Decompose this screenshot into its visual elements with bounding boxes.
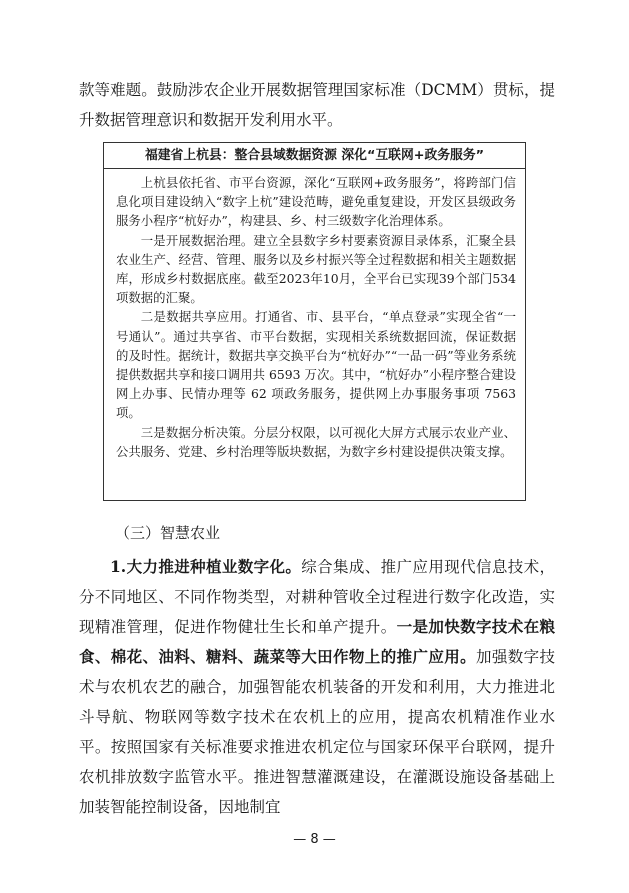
main-paragraph (79, 552, 555, 822)
case-study-title: 福建省上杭县：整合县域数据资源 深化“互联网+政务服务” (104, 143, 525, 169)
case-study-body (116, 173, 516, 461)
case-study-box (103, 142, 526, 501)
section-heading: （三）智慧农业 (115, 524, 221, 542)
main-text-1: 综合集成、推广应用现代信息技术，分不同地区、不同作物类型，对耕种管收全过程进行数字化改造，实现精准管理，促进作物健壮生长和单产提升。 (79, 558, 555, 636)
main-text-2: 加强数字技术与农机农艺的融合，加强智能农机装备的开发和利用，大力推进北斗导航、物联网等数字技术在农机上的应用，提高农机精准作业水平。按照国家有关标准要求推进农机定位与国家环保平台联网，提升农机排放数字监管水平。推进智慧灌溉建设，在灌溉设施设备基础上加装智能控制设备，因地制宜 (79, 648, 555, 816)
bold-point-1: 一是加快数字技术在粮食、棉花、油料、糖料、蔬菜等大田作物上的推广应用。 (79, 617, 555, 666)
page-number: — 8 — (293, 832, 336, 847)
case-paragraph-overview: 上杭县依托省、市平台资源，深化“互联网+政务服务”，将跨部门信息化项目建设纳入“数字上杭”建设范畴，避免重复建设，开发区县级政务服务小程序“杭好办”，构建县、乡、村三级数字化治理体系。 (116, 175, 516, 229)
case-paragraph-data-governance: 一是开展数据治理。建立全县数字乡村要素资源目录体系，汇聚全县农业生产、经营、管理、服务以及乡村振兴等全过程数据和相关主题数据库，形成乡村数据底座。截至2023年10月，全平台已实现39个部门534项数据的汇聚。 (116, 232, 516, 306)
case-paragraph-data-sharing: 二是数据共享应用。打通省、市、县平台，“单点登录”实现全省“一号通认”。通过共享省、市平台数据，实现相关系统数据回流，保证数据的及时性。据统计，数据共享交换平台为“杭好办”“一品一码”等业务系统提供数据共享和接口调用共 6593 万次。其中，“杭好办”小程序整合建设网上办事、民情办理等 62 项政务服务，提供网上办事服务事项 7563 项。 (116, 309, 516, 421)
item-title: 1.大力推进种植业数字化。 (110, 557, 302, 576)
intro-paragraph: 款等难题。鼓励涉农企业开展数据管理国家标准（DCMM）贯标，提升数据管理意识和数据开发利用水平。 (79, 81, 555, 129)
case-paragraph-data-analysis: 三是数据分析决策。分层分权限，以可视化大屏方式展示农业产业、公共服务、党建、乡村治理等版块数据，为数字乡村建设提供决策支撑。 (116, 424, 516, 459)
